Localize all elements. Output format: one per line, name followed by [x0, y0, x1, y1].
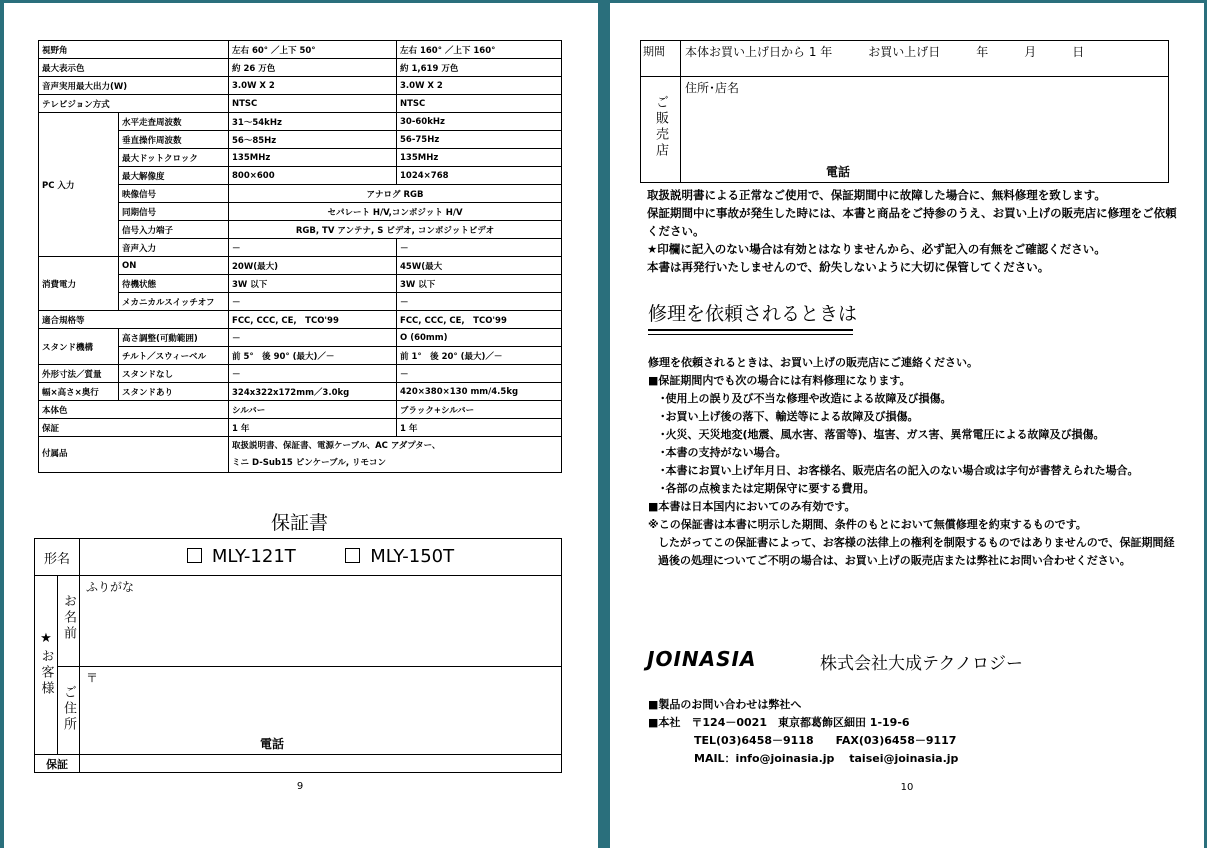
- joinasia-logo: JOINASIA: [647, 647, 757, 671]
- spec-value: －: [397, 293, 562, 311]
- table-row: [641, 77, 1169, 183]
- disclaimer-1: ※この保証書は本書に明示した期間、条件のもとにおいて無償修理を約束するものです。: [648, 518, 1087, 531]
- spec-group-label: 幅×高さ×奥行: [39, 383, 119, 401]
- spec-value: ブラック+シルバー: [397, 401, 562, 419]
- warranty-card: [34, 538, 562, 773]
- spec-value: [229, 437, 562, 473]
- spec-label: 同期信号: [119, 203, 229, 221]
- spec-label: テレビジョン方式: [39, 95, 229, 113]
- address-label: ご住所: [61, 685, 76, 733]
- dealer-field[interactable]: [681, 77, 1169, 183]
- spec-value: －: [229, 329, 397, 347]
- spec-value: 45W(最大: [397, 257, 562, 275]
- spec-value: 3.0W X 2: [397, 77, 562, 95]
- spec-value: シルバー: [229, 401, 397, 419]
- accessories-line-2: ミニ D-Sub15 ピンケーブル, リモコン: [232, 457, 387, 468]
- spec-group-label: 外形寸法／質量: [39, 365, 119, 383]
- dealer-address-label: 住所･店名: [685, 81, 740, 95]
- spec-value: －: [229, 293, 397, 311]
- paid-item: ･火災、天災地変(地震、風水害、落雷等)、塩害、ガス害、異常電圧による故障及び損傷。: [660, 428, 1105, 441]
- model-label: 形名: [35, 539, 80, 576]
- spec-value: 3W 以下: [397, 275, 562, 293]
- spec-value: －: [229, 365, 397, 383]
- spec-label: チルト／スウィーベル: [119, 347, 229, 365]
- table-row: [39, 41, 562, 59]
- period-table: [640, 40, 1169, 183]
- warranty-field[interactable]: [80, 755, 562, 773]
- table-row: [39, 311, 562, 329]
- mail: MAIL：info@joinasia.jp taisei@joinasia.jp: [694, 752, 959, 765]
- spec-value: 20W(最大): [229, 257, 397, 275]
- customer-label: ★お客様: [38, 630, 54, 697]
- spec-group-label: PC 入力: [39, 113, 119, 257]
- spec-label: 最大表示色: [39, 59, 229, 77]
- spec-label: スタンドあり: [119, 383, 229, 401]
- company-name: 株式会社大成テクノロジー: [820, 654, 1023, 674]
- table-row: [39, 113, 562, 131]
- spec-value: 135MHz: [397, 149, 562, 167]
- table-row: [39, 401, 562, 419]
- spec-value: 31～54kHz: [229, 113, 397, 131]
- spec-label: ON: [119, 257, 229, 275]
- page-divider: [598, 0, 610, 848]
- spec-table: [38, 40, 562, 473]
- spec-value: アナログ RGB: [229, 185, 562, 203]
- spec-label: 水平走査周波数: [119, 113, 229, 131]
- checkbox-icon[interactable]: [345, 548, 360, 563]
- page-9: [4, 3, 598, 848]
- spec-value: 1 年: [229, 419, 397, 437]
- note: ★印欄に記入のない場合は有効とはなりませんから、必ず記入の有無をご確認ください。: [647, 242, 1106, 256]
- spec-value: FCC, CCC, CE, TCO'99: [229, 311, 397, 329]
- spec-label: 音声入力: [119, 239, 229, 257]
- repair-intro: 修理を依頼されるときは、お買い上げの販売店にご連絡ください。: [648, 356, 978, 369]
- note: 本書は再発行いたしませんので、紛失しないように大切に保管してください。: [647, 260, 1050, 274]
- table-row: [39, 329, 562, 347]
- spec-label: 待機状態: [119, 275, 229, 293]
- spec-value: RGB, TV アンテナ, S ビデオ, コンポジットビデオ: [229, 221, 562, 239]
- spec-label: 信号入力端子: [119, 221, 229, 239]
- table-row: [39, 383, 562, 401]
- spec-label: メカニカルスイッチオフ: [119, 293, 229, 311]
- spec-value: 324x322x172mm／3.0kg: [229, 383, 397, 401]
- table-row: [39, 257, 562, 275]
- spec-value: 1024×768: [397, 167, 562, 185]
- spec-value: 1 年: [397, 419, 562, 437]
- spec-value: 3W 以下: [229, 275, 397, 293]
- spec-value: 30-60kHz: [397, 113, 562, 131]
- table-row: [39, 95, 562, 113]
- spec-value: 前 5° 後 90° (最大)／－: [229, 347, 397, 365]
- spec-value: 前 1° 後 20° (最大)／－: [397, 347, 562, 365]
- name-label: お名前: [61, 594, 76, 642]
- disclaimer-2: したがってこの保証書によって、お客様の法律上の権利を制限するものではありませんので、保証期間経過後の処理についてご不明の場合は、お買い上げの販売店または弊社にお問い合わせください。: [658, 536, 1175, 567]
- table-row: [35, 755, 562, 773]
- spec-label: 音声実用最大出力(W): [39, 77, 229, 95]
- address: ■本社 〒124－0021 東京都葛飾区細田 1-19-6: [648, 716, 910, 729]
- spec-value: 420×380×130 mm/4.5kg: [397, 383, 562, 401]
- spec-label: 高さ調整(可動範囲): [119, 329, 229, 347]
- note: 保証期間中に事故が発生した時には、本書と商品をご持参のうえ、お買い上げの販売店に修理をご依頼ください。: [647, 206, 1177, 238]
- contact-info: [648, 696, 958, 768]
- spec-value: FCC, CCC, CE, TCO'99: [397, 311, 562, 329]
- spec-label: 最大ドットクロック: [119, 149, 229, 167]
- section-rule: [648, 329, 853, 335]
- paid-header: ■保証期間内でも次の場合には有料修理になります。: [648, 374, 911, 387]
- spec-label: 垂直操作周波数: [119, 131, 229, 149]
- spec-label: 映像信号: [119, 185, 229, 203]
- paid-item: ･使用上の誤り及び不当な修理や改造による故障及び損傷。: [660, 392, 952, 405]
- spec-group-label: スタンド機構: [39, 329, 119, 365]
- spec-value: 約 1,619 万色: [397, 59, 562, 77]
- table-row: [39, 77, 562, 95]
- furigana-label: ふりがな: [86, 580, 135, 594]
- spec-value: －: [229, 239, 397, 257]
- spec-value: NTSC: [229, 95, 397, 113]
- period-label: 期間: [641, 41, 681, 77]
- spec-value: －: [397, 239, 562, 257]
- warranty-title: 保証書: [270, 512, 328, 534]
- spec-value: O (60mm): [397, 329, 562, 347]
- dealer-phone-label: 電話: [826, 165, 851, 179]
- model-2: MLY-150T: [370, 546, 455, 567]
- table-row: [39, 59, 562, 77]
- spec-value: 約 26 万色: [229, 59, 397, 77]
- period-text: 本体お買い上げ日から 1 年 お買い上げ日 年 月 日: [681, 41, 1169, 77]
- spec-value: 3.0W X 2: [229, 77, 397, 95]
- japan-only: ■本書は日本国内においてのみ有効です。: [648, 500, 856, 513]
- note: 取扱説明書による正常なご使用で、保証期間中に故障した場合に、無料修理を致します。: [647, 188, 1106, 202]
- spec-value: 56-75Hz: [397, 131, 562, 149]
- page-number: 9: [296, 781, 304, 792]
- dealer-label: ご販売店: [653, 95, 668, 159]
- spec-label: スタンドなし: [119, 365, 229, 383]
- table-row: [39, 419, 562, 437]
- name-field[interactable]: [80, 576, 562, 667]
- warranty-label: 保証: [35, 755, 80, 773]
- spec-value: －: [397, 365, 562, 383]
- spec-label: 本体色: [39, 401, 229, 419]
- spec-value: 135MHz: [229, 149, 397, 167]
- model-options: [80, 539, 562, 576]
- spec-value: 56～85Hz: [229, 131, 397, 149]
- table-row: [39, 365, 562, 383]
- phone-label: 電話: [260, 737, 285, 751]
- table-row: [35, 576, 562, 667]
- spec-value: 左右 60° ／上下 50°: [229, 41, 397, 59]
- spec-value: NTSC: [397, 95, 562, 113]
- tel-fax: TEL(03)6458－9118 FAX(03)6458－9117: [694, 734, 957, 747]
- spec-label: 保証: [39, 419, 229, 437]
- notes: [647, 186, 1177, 276]
- spec-label: 最大解像度: [119, 167, 229, 185]
- page-10: [610, 3, 1204, 848]
- page-number: 10: [900, 782, 914, 793]
- spec-value: 左右 160° ／上下 160°: [397, 41, 562, 59]
- paid-item: ･本書にお買い上げ年月日、お客様名、販売店名の記入のない場合或は字句が書替えられた場合。: [660, 464, 1139, 477]
- table-row: [39, 437, 562, 473]
- section-title: 修理を依頼されるときは: [648, 303, 858, 325]
- table-row: [35, 539, 562, 576]
- paid-item: ･お買い上げ後の落下、輸送等による故障及び損傷。: [660, 410, 919, 423]
- spec-label: 付属品: [39, 437, 229, 473]
- accessories-line-1: 取扱説明書、保証書、電源ケーブル、AC アダプター、: [232, 440, 441, 451]
- spec-group-label: 消費電力: [39, 257, 119, 311]
- repair-terms: [648, 354, 1178, 570]
- table-row: [641, 41, 1169, 77]
- postal-mark: 〒: [86, 671, 99, 685]
- address-field[interactable]: [80, 667, 562, 755]
- spec-label: 適合規格等: [39, 311, 229, 329]
- paid-item: ･本書の支持がない場合。: [660, 446, 787, 459]
- spec-value: 800×600: [229, 167, 397, 185]
- checkbox-icon[interactable]: [187, 548, 202, 563]
- contact-header: ■製品のお問い合わせは弊社へ: [648, 698, 802, 711]
- paid-item: ･各部の点検または定期保守に要する費用。: [660, 482, 875, 495]
- spec-label: 視野角: [39, 41, 229, 59]
- table-row: [35, 667, 562, 755]
- spec-value: セパレート H/V,コンポジット H/V: [229, 203, 562, 221]
- model-1: MLY-121T: [211, 546, 296, 567]
